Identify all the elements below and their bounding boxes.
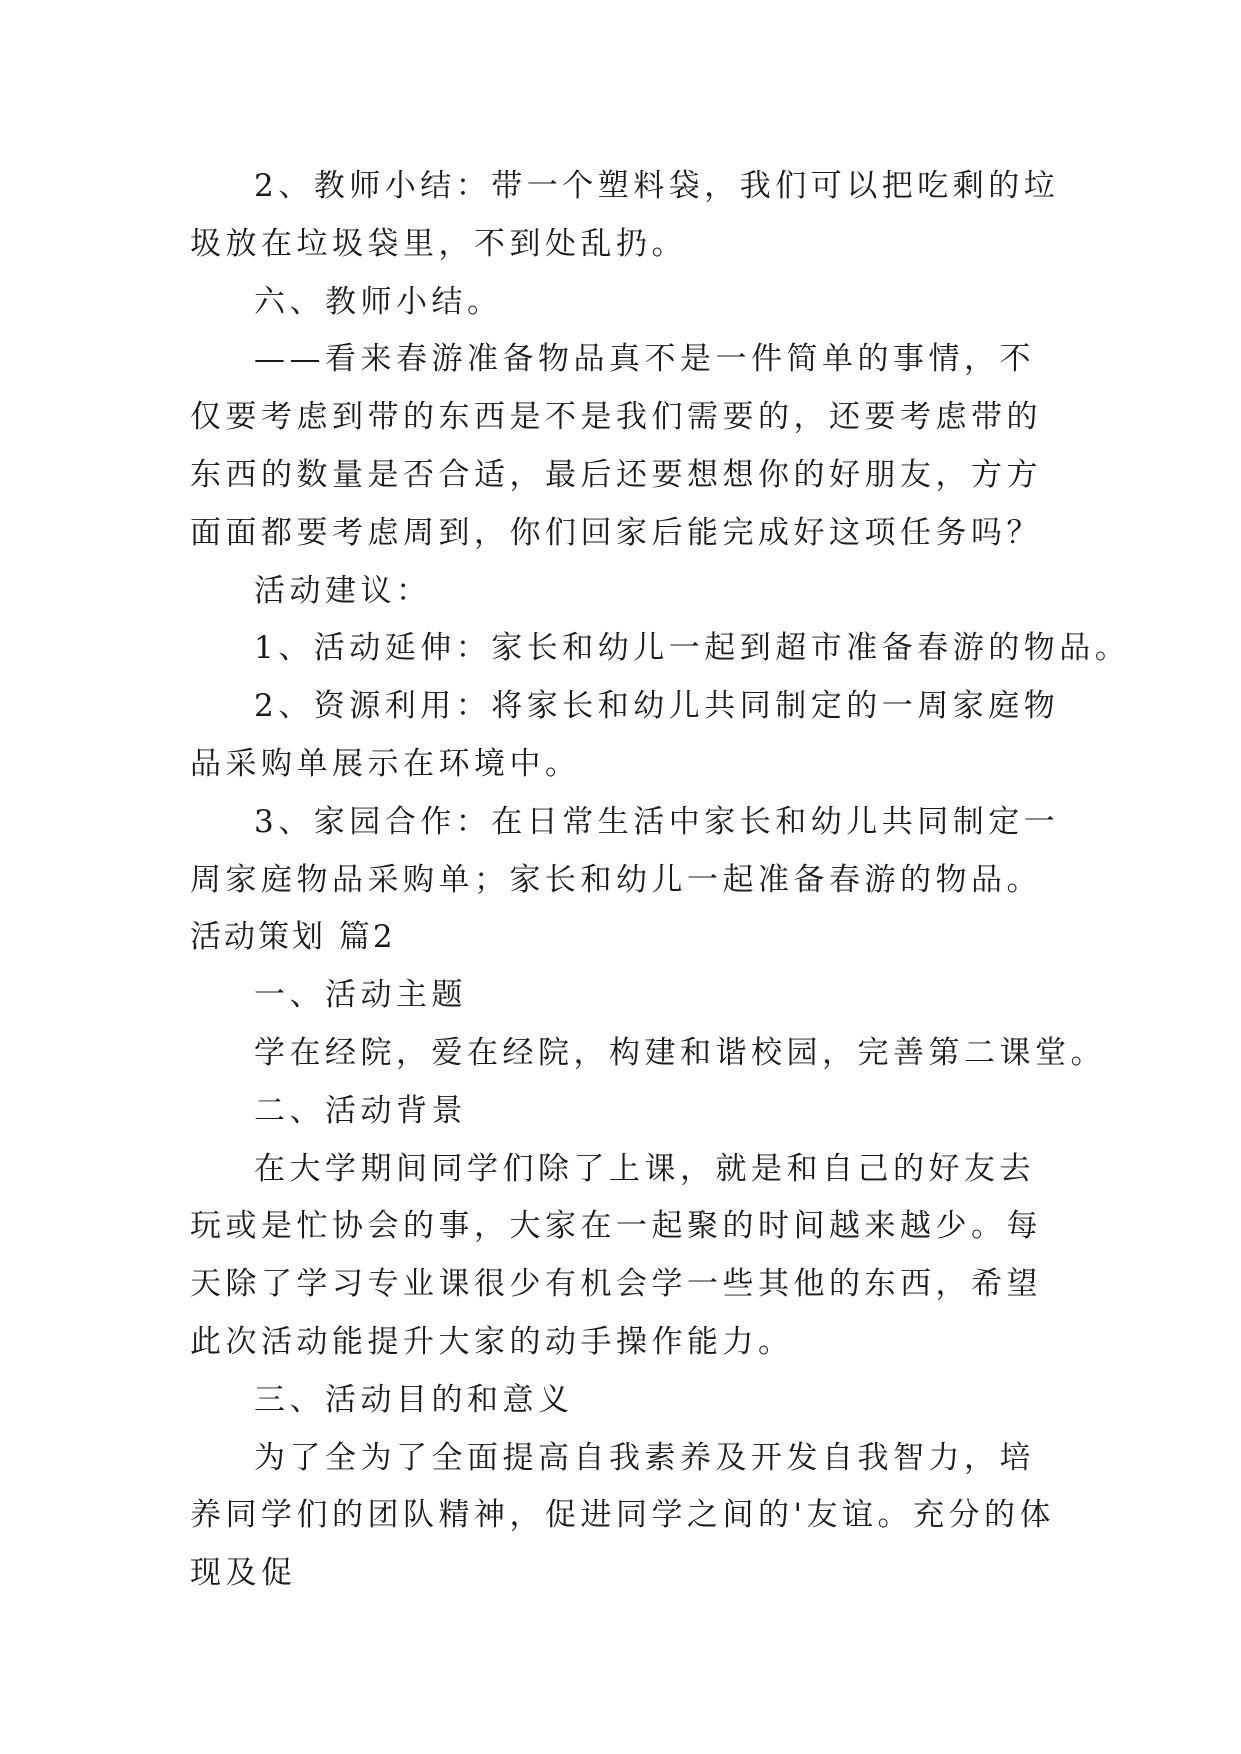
paragraph-resource-use: 2、资源利用：将家长和幼儿共同制定的一周家庭物品采购单展示在环境中。: [190, 688, 1060, 782]
paragraph-activity-extension: 1、活动延伸：家长和幼儿一起到超市准备春游的物品。: [254, 630, 1131, 667]
paragraph-activity-purpose: 为了全为了全面提高自我素养及开发自我智力，培养同学们的团队精神，促进同学之间的'友谊。充分的体现及促: [190, 1439, 1056, 1592]
paragraph-home-school-cooperation: 3、家园合作：在日常生活中家长和幼儿共同制定一周家庭物品采购单；家长和幼儿一起准备春游的物品。: [190, 803, 1060, 898]
paragraph-activity-theme: 学在经院，爱在经院，构建和谐校园，完善第二课堂。: [254, 1034, 1106, 1071]
paragraph-activity-theme-heading: 一、活动主题: [254, 977, 467, 1014]
paragraph-activity-background-heading: 二、活动背景: [254, 1092, 467, 1129]
paragraph-teacher-summary-2: 2、教师小结：带一个塑料袋，我们可以把吃剩的垃圾放在垃圾袋里，不到处乱扔。: [190, 168, 1060, 262]
paragraph-activity-purpose-heading: 三、活动目的和意义: [254, 1381, 574, 1418]
paragraph-activity-suggestions: 活动建议：: [254, 572, 432, 609]
paragraph-activity-background: 在大学期间同学们除了上课，就是和自己的好友去玩或是忙协会的事，大家在一起聚的时间越来越少。每天除了学习专业课很少有机会学一些其他的东西，希望此次活动能提升大家的动手操作能力。: [190, 1150, 1042, 1360]
document-body: [190, 158, 1131, 1603]
paragraph-spring-outing-summary: ——看来春游准备物品真不是一件简单的事情，不仅要考虑到带的东西是不是我们需要的，还要考虑带的东西的数量是否合适，最后还要想想你的好朋友，方方面面都要考虑周到，你们回家后能完成好这项任务吗？: [190, 341, 1042, 551]
section-heading-plan-2: 活动策划 篇2: [190, 919, 396, 956]
paragraph-section-six: 六、教师小结。: [254, 283, 503, 320]
